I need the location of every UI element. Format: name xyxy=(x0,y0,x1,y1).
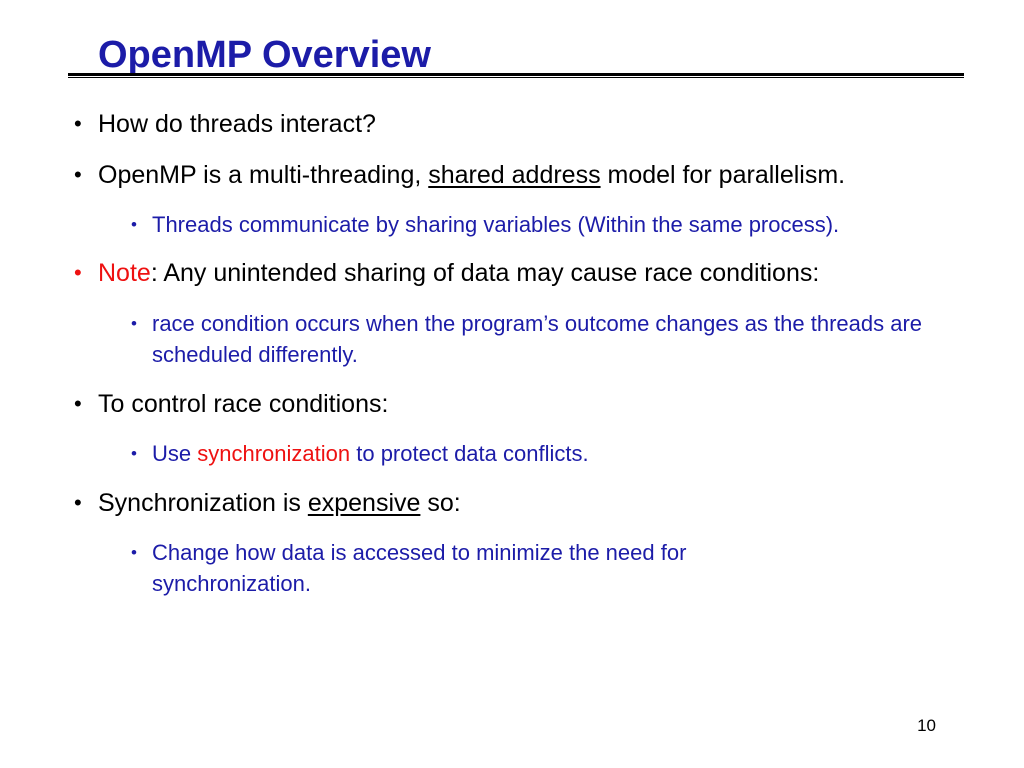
text-segment: to protect data conflicts. xyxy=(350,441,589,466)
sub-bullet-use-synchronization xyxy=(131,438,589,469)
text-segment: model for parallelism. xyxy=(600,161,846,189)
bullet-dot: • xyxy=(74,111,82,136)
sub-bullet-dot: • xyxy=(131,444,137,463)
bullet-dot: • xyxy=(74,391,82,416)
synchronization-term: synchronization xyxy=(197,441,351,466)
bullet-text: To control race conditions: xyxy=(98,390,389,418)
sub-bullet-dot: • xyxy=(131,543,137,562)
underlined-term-expensive: expensive xyxy=(307,489,421,517)
sub-bullet-text xyxy=(152,438,589,469)
bullet-text: How do threads interact? xyxy=(98,110,376,138)
title-underline-rule xyxy=(68,73,964,78)
page-number: 10 xyxy=(917,716,936,735)
bullet-synchronization-expensive xyxy=(74,488,461,518)
bullet-note-race-conditions xyxy=(74,258,819,288)
bullet-text xyxy=(98,160,845,190)
bullet-text xyxy=(98,258,819,288)
text-segment: : Any unintended sharing of data may cause race conditions: xyxy=(150,259,820,287)
sub-bullet-threads-communicate xyxy=(131,209,839,240)
text-segment: Synchronization is xyxy=(98,489,308,517)
bullet-dot: • xyxy=(74,260,82,285)
sub-bullet-text: Change how data is accessed to minimize the need for synchronization. xyxy=(152,540,687,596)
slide-title: OpenMP Overview xyxy=(98,34,431,76)
text-segment: OpenMP is a multi-threading, xyxy=(98,161,429,189)
note-label: Note xyxy=(98,259,151,287)
bullet-openmp-model xyxy=(74,160,845,190)
text-segment: so: xyxy=(420,489,461,517)
sub-bullet-text: Threads communicate by sharing variables (Within the same process). xyxy=(152,212,840,237)
bullet-dot: • xyxy=(74,490,82,515)
sub-bullet-dot: • xyxy=(131,314,137,333)
sub-bullet-text: race condition occurs when the program’s outcome changes as the threads are scheduled differently. xyxy=(152,311,923,367)
bullet-control-race-conditions xyxy=(74,389,388,419)
text-segment: Use xyxy=(152,441,198,466)
sub-bullet-change-data-access xyxy=(131,537,791,599)
bullet-threads-interact xyxy=(74,109,376,139)
underlined-term-shared-address: shared address xyxy=(428,161,601,189)
sub-bullet-dot: • xyxy=(131,215,137,234)
bullet-text xyxy=(98,488,461,518)
sub-bullet-race-condition-definition xyxy=(131,308,931,370)
bullet-dot: • xyxy=(74,162,82,187)
